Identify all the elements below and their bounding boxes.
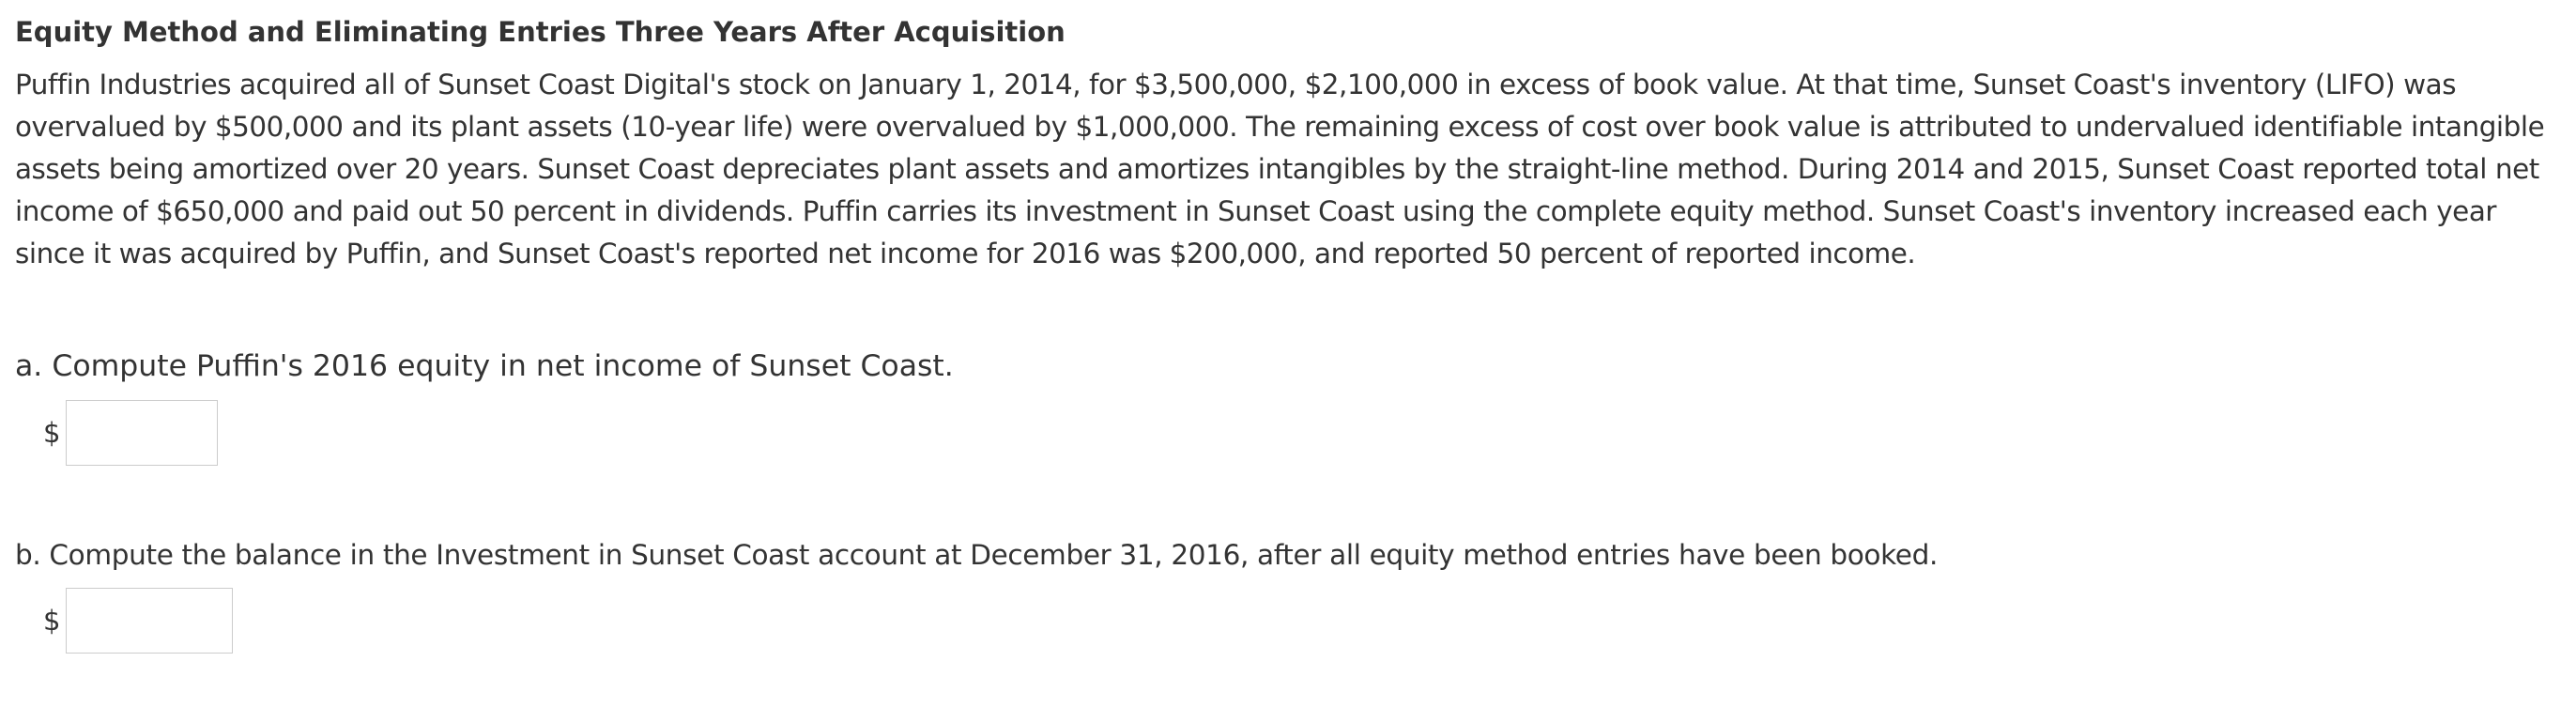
currency-symbol: $ bbox=[43, 417, 61, 449]
currency-symbol: $ bbox=[43, 605, 61, 637]
answer-a-input[interactable] bbox=[66, 400, 218, 466]
question-b-text: b. Compute the balance in the Investment in Sunset Coast account at December 31, 2016, after all equity method entries have been booked. bbox=[15, 539, 1938, 571]
answer-b-row bbox=[43, 588, 233, 654]
answer-b-input[interactable] bbox=[66, 588, 233, 654]
problem-description: Puffin Industries acquired all of Sunset Coast Digital's stock on January 1, 2014, for $3,500,000, $2,100,000 in excess of book value. At that time, Sunset Coast's inventory (LIFO) was overvalued by $500,000 and its plant assets (10-year life) were overvalued by $1,000,000. The remaining excess of cost over book value is attributed to undervalued identifiable intangible assets being amortized over 20 years. Sunset Coast depreciates plant assets and amortizes intangibles by the straight-line method. During 2014 and 2015, Sunset Coast reported total net income of $650,000 and paid out 50 percent in dividends. Puffin carries its investment in Sunset Coast using the complete equity method. Sunset Coast's inventory increased each year since it was acquired by Puffin, and Sunset Coast's reported net income for 2016 was $200,000, and reported 50 percent of reported income. bbox=[15, 69, 2545, 269]
answer-a-row bbox=[43, 400, 218, 466]
problem-title: Equity Method and Eliminating Entries Three Years After Acquisition bbox=[15, 16, 1066, 48]
question-a-text: a. Compute Puffin's 2016 equity in net income of Sunset Coast. bbox=[15, 349, 954, 383]
problem-container bbox=[15, 13, 2561, 637]
